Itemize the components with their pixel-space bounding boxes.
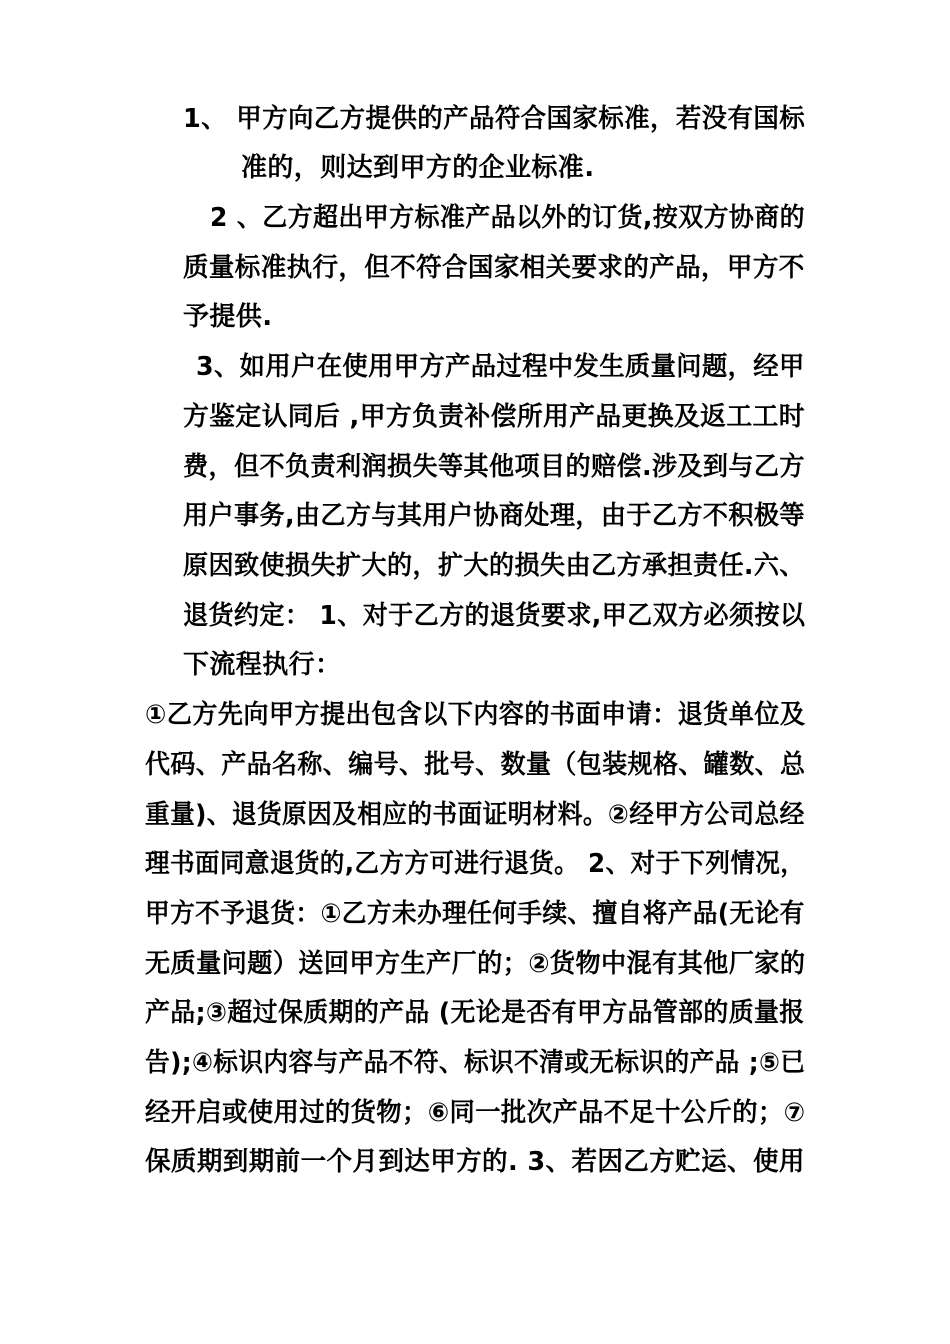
text-line-21: 经开启或使用过的货物；⑥同一批次产品不足十公斤的；⑦ [145, 1098, 806, 1128]
text-line-16: 理书面同意退货的,乙方方可进行退货。 2、对于下列情况， [145, 849, 806, 879]
text-line-5: 予提供. [183, 302, 273, 332]
text-line-11: 退货约定： 1、对于乙方的退货要求,甲乙双方必须按以 [183, 601, 806, 631]
text-line-3: 2 、乙方超出甲方标准产品以外的订货,按双方协商的 [210, 203, 806, 233]
text-line-17: 甲方不予退货：①乙方未办理任何手续、擅自将产品(无论有 [145, 899, 805, 929]
text-line-15: 重量)、退货原因及相应的书面证明材料。②经甲方公司总经 [145, 800, 805, 830]
text-line-1: 1、 甲方向乙方提供的产品符合国家标准，若没有国标 [183, 104, 806, 134]
text-line-20: 告);④标识内容与产品不符、标识不清或无标识的产品 ;⑤已 [145, 1048, 806, 1078]
text-line-13: ①乙方先向甲方提出包含以下内容的书面申请：退货单位及 [145, 700, 806, 730]
text-line-6: 3、如用户在使用甲方产品过程中发生质量问题，经甲 [196, 352, 805, 382]
text-line-4: 质量标准执行，但不符合国家相关要求的产品，甲方不 [183, 253, 805, 283]
text-line-19: 产品;③超过保质期的产品 (无论是否有甲方品管部的质量报 [145, 998, 805, 1028]
text-line-12: 下流程执行： [183, 650, 342, 680]
text-line-18: 无质量问题）送回甲方生产厂的；②货物中混有其他厂家的 [145, 949, 806, 979]
text-line-7: 方鉴定认同后 ,甲方负责补偿所用产品更换及返工工时 [183, 402, 805, 432]
text-line-9: 用户事务,由乙方与其用户协商处理，由于乙方不积极等 [183, 501, 805, 531]
text-line-8: 费，但不负责利润损失等其他项目的赔偿.涉及到与乙方 [183, 452, 805, 482]
text-line-14: 代码、产品名称、编号、批号、数量（包装规格、罐数、总 [145, 750, 806, 780]
text-line-2: 准的，则达到甲方的企业标准. [241, 153, 595, 183]
text-line-22: 保质期到期前一个月到达甲方的. 3、若因乙方贮运、使用 [145, 1147, 805, 1177]
text-line-10: 原因致使损失扩大的，扩大的损失由乙方承担责任.六、 [183, 551, 805, 581]
